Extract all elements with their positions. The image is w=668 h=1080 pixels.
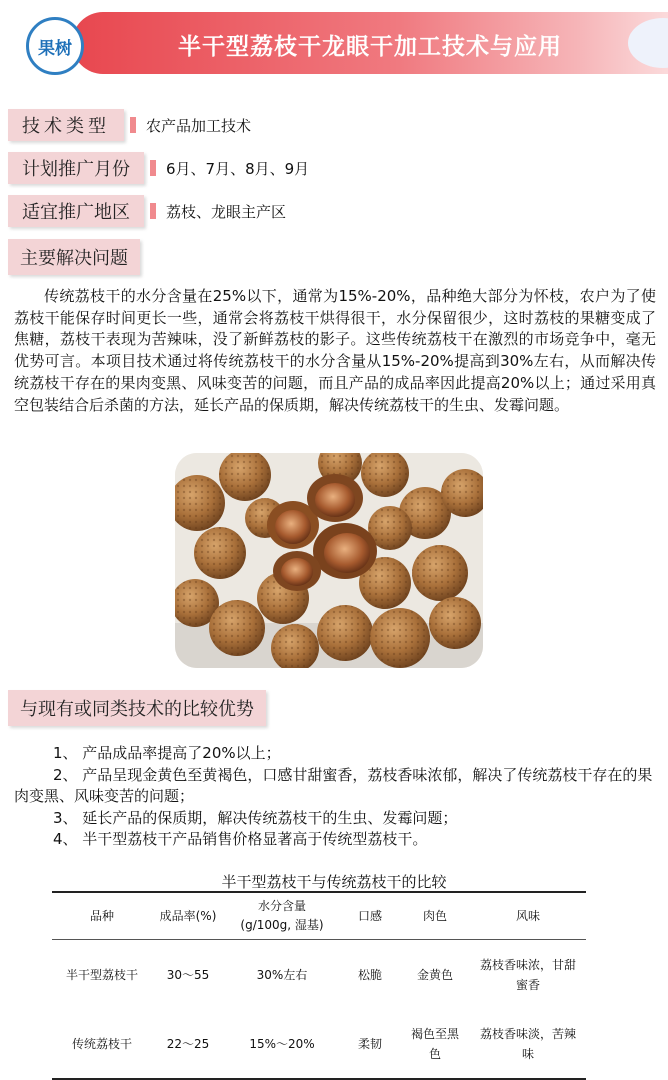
problems-paragraph: 传统荔枝干的水分含量在25%以下，通常为15%-20%，品种绝大部分为怀枝，农户为了使荔枝干能保存时间更长一些，通常会将荔枝干烘得很干，水分保留很少，这时荔枝的果糖变成了焦糖，荔枝干表现为苦辣味，没了新鲜荔枝的影子。这些传统荔枝干在激烈的市场竞争中，毫无优势可言。本项目技术通过将传统荔枝干的水分含量从15%-20%提高到30%左右，从而解决传统荔枝干存在的果肉变黑、风味变苦的问题，而且产品的成品率因此提高20%以上；通过采用真空包装结合后杀菌的方法，延长产品的保质期，解决传统荔枝干的生虫、发霉问题。 [14, 287, 656, 414]
dried-lychee-photo [175, 453, 483, 668]
info-value: 农产品加工技术 [146, 116, 252, 135]
list-item: 1、 产品成品率提高了20%以上； [53, 744, 281, 762]
list-item: 2、 产品呈现金黄色至黄褐色，口感甘甜蜜香，荔枝香味浓郁，解决了传统荔枝干存在的果肉变黑、风味变苦的问题； [14, 765, 653, 805]
table-header-cell: 风味 [470, 892, 586, 940]
info-value: 6月、7月、8月、9月 [166, 159, 310, 178]
comparison-table [52, 891, 586, 1080]
section-heading-problems: 主要解决问题 [8, 239, 140, 275]
table-cell: 传统荔枝干 [52, 1009, 152, 1079]
table-cell: 荔枝香味浓，甘甜蜜香 [479, 957, 576, 992]
table-cell: 褐色至黑色 [400, 1009, 470, 1079]
info-label: 计划推广月份 [8, 152, 144, 184]
table-header-cell: 成品率(%) [152, 892, 224, 940]
tag-arrow-icon [130, 117, 136, 133]
info-label: 适宜推广地区 [8, 195, 144, 227]
advantages-list [14, 743, 656, 851]
category-logo-text: 果树 [38, 38, 72, 59]
info-value: 荔枝、龙眼主产区 [166, 202, 287, 221]
table-header-cell: 水分含量 (g/100g, 湿基) [224, 892, 340, 940]
page-title: 半干型荔枝干龙眼干加工技术与应用 [178, 34, 562, 60]
list-item: 3、 延长产品的保质期，解决传统荔枝干的生虫、发霉问题； [53, 808, 458, 827]
list-item: 4、 半干型荔枝干产品销售价格显著高于传统型荔枝干。 [53, 830, 428, 848]
table-cell: 荔枝香味淡，苦辣味 [470, 1009, 586, 1079]
tag-arrow-icon [150, 203, 156, 219]
info-label: 技术类型 [8, 109, 124, 141]
category-logo [26, 17, 84, 75]
table-header-row [52, 892, 586, 940]
table-cell: 22～25 [152, 1009, 224, 1079]
info-row-tech-type [8, 109, 251, 141]
dried-lychee-illustration [175, 453, 483, 668]
table-cell: 松脆 [357, 967, 382, 982]
table-cell: 柔韧 [340, 1009, 400, 1079]
table-cell: 金黄色 [416, 967, 453, 982]
table-header-cell: 口感 [340, 892, 400, 940]
table-cell: 30%左右 [256, 967, 308, 982]
table-row [52, 1009, 586, 1079]
table-title: 半干型荔枝干与传统荔枝干的比较 [221, 873, 447, 891]
table-cell: 半干型荔枝干 [65, 967, 138, 982]
table-header-cell: 肉色 [400, 892, 470, 940]
table-cell: 15%～20% [224, 1009, 340, 1079]
table-row [52, 940, 586, 1010]
table-header-cell: 品种 [52, 892, 152, 940]
info-row-region [8, 195, 286, 227]
table-cell: 30～55 [166, 967, 210, 982]
section-heading-advantages: 与现有或同类技术的比较优势 [8, 690, 266, 726]
tag-arrow-icon [150, 160, 156, 176]
info-row-months [8, 152, 309, 184]
